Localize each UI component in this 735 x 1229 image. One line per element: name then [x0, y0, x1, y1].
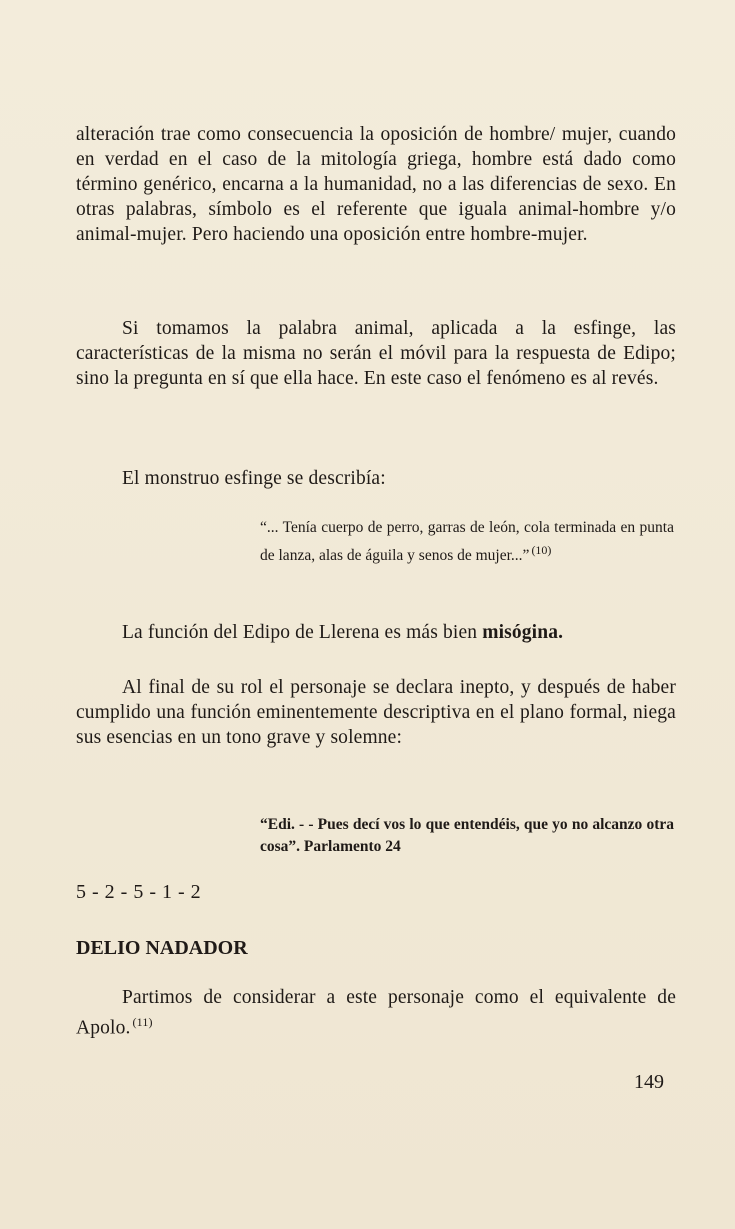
paragraph-6 — [76, 985, 676, 1041]
paragraph-3: El monstruo esfinge se describía: — [122, 468, 386, 489]
page-number: 149 — [634, 1071, 664, 1093]
paragraph-3-block — [76, 466, 676, 491]
paragraph-5-block — [76, 675, 676, 750]
paragraph-4-text: La función del Edipo de Llerena es más bien — [122, 622, 483, 643]
quote-2-text: “Edi. - - Pues decí vos lo que entendéis, que yo no alcanzo otra cosa”. — [260, 816, 674, 855]
paragraph-5: Al final de su rol el personaje se declara inepto, y después de haber cumplido una función eminentemente descriptiva en el plano formal, niega sus esencias en un tono grave y solemne: — [76, 677, 676, 748]
paragraph-1: alteración trae como consecuencia la oposición de hombre/ mujer, cuando en verdad en el caso de la mitología griega, hombre está dado como término genérico, encarna a la humanidad, no a las diferencias de sexo. En otras palabras, símbolo es el referente que iguala animal-hombre y/o animal-mujer. Pero haciendo una oposición entre hombre-mujer. — [76, 124, 676, 245]
paragraph-4 — [76, 620, 676, 645]
paragraph-4-block — [76, 620, 676, 645]
quote-1-text: “... Tenía cuerpo de perro, garras de león, cola terminada en punta de lanza, alas de águila y senos de mujer...” — [260, 519, 674, 565]
section-code: 5 - 2 - 5 - 1 - 2 — [76, 881, 202, 903]
paragraph-1-block — [76, 122, 676, 247]
paragraph-4-bold: misógina. — [482, 622, 564, 643]
paragraph-2: Si tomamos la palabra animal, aplicada a la esfinge, las características de la misma no serán el móvil para la respuesta de Edipo; sino la pregunta en sí que ella hace. En este caso el fenómeno es al revés. — [76, 318, 676, 389]
quote-2 — [260, 814, 674, 858]
paragraph-6-text: Partimos de considerar a este personaje como el equivalente de Apolo. — [76, 987, 676, 1039]
section-title: DELIO NADADOR — [76, 937, 248, 959]
paragraph-2-block — [76, 316, 676, 391]
footnote-ref-10: (10) — [531, 543, 552, 557]
quote-2-bold: Parlamento 24 — [303, 838, 401, 855]
paragraph-6-block — [76, 985, 676, 1041]
footnote-ref-11: (11) — [132, 1015, 153, 1029]
quote-1 — [260, 517, 674, 567]
